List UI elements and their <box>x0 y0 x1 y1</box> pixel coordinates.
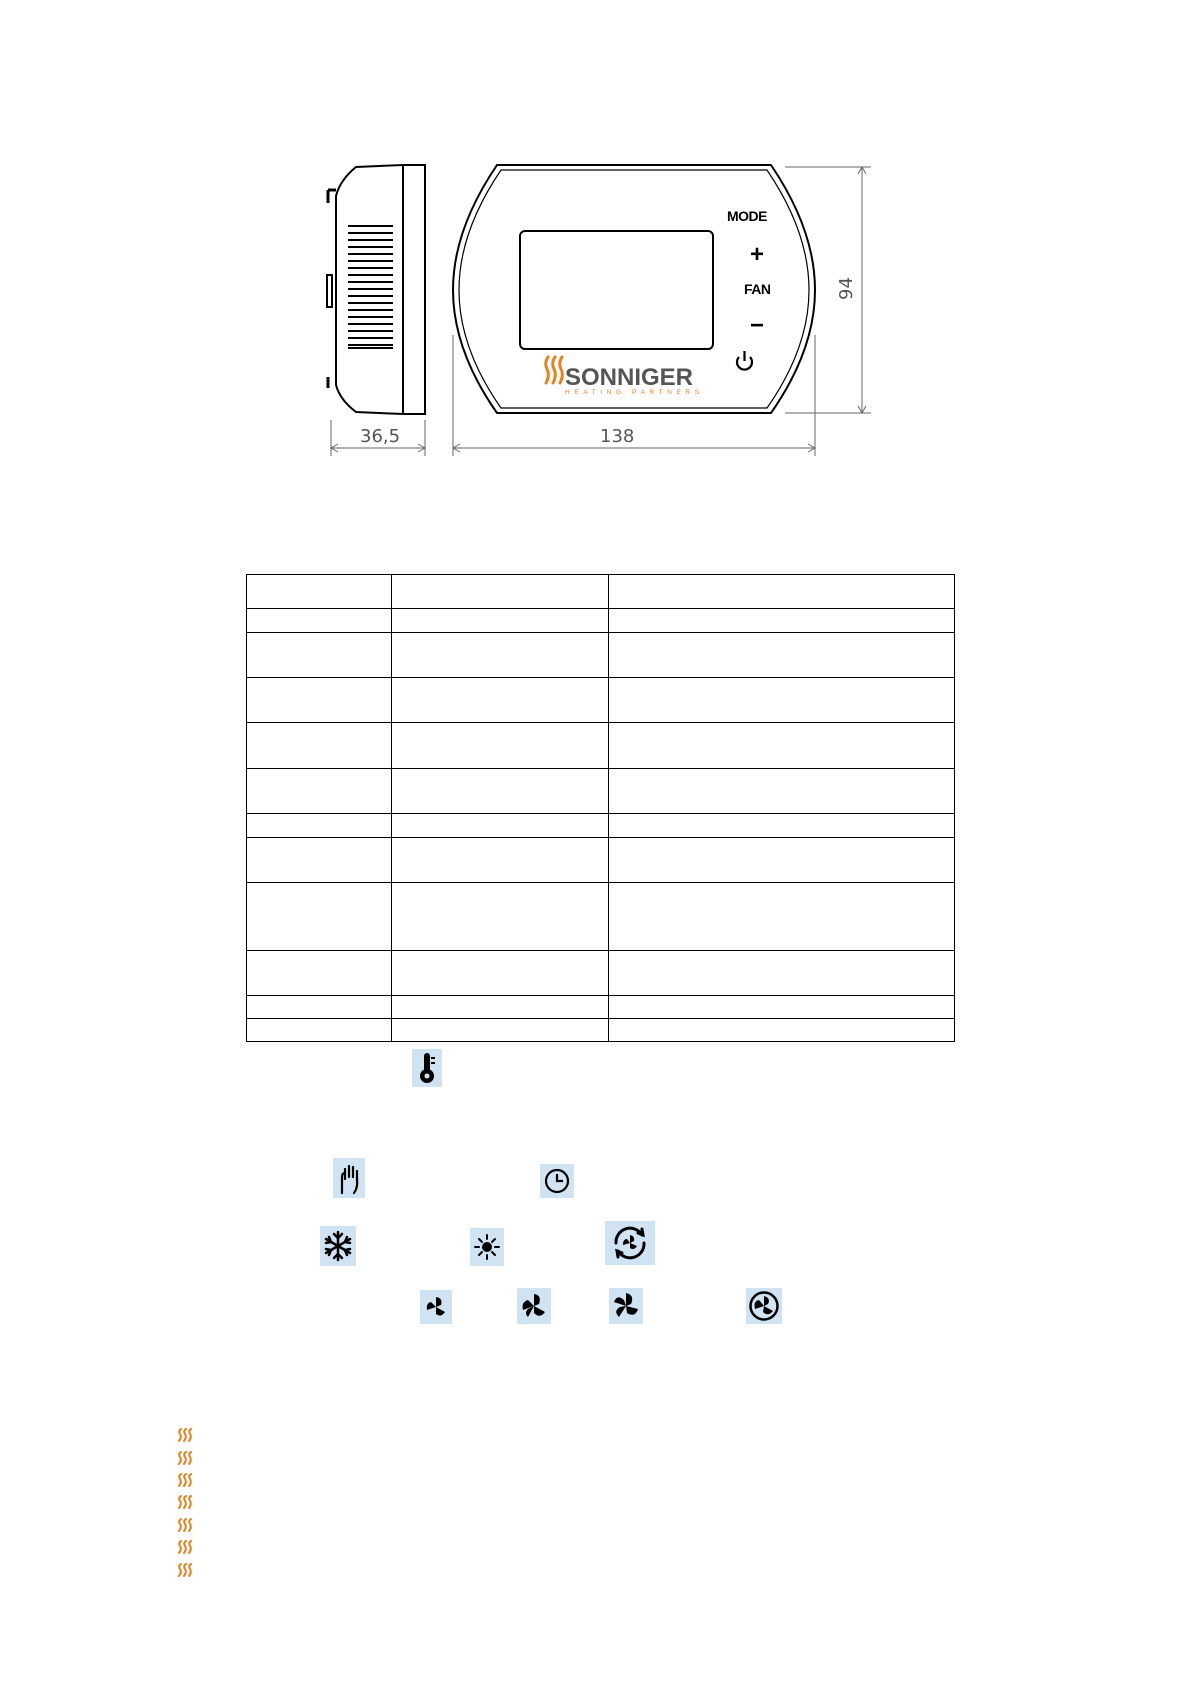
sonniger-waves-icon <box>177 1473 193 1487</box>
sonniger-waves-icon <box>546 357 563 383</box>
minus-button[interactable]: − <box>750 312 765 339</box>
plus-button[interactable]: + <box>750 241 765 268</box>
height-dimension-label: 94 <box>836 277 857 300</box>
bullet-list <box>177 1424 195 1581</box>
thermostat-dimension-drawing <box>0 0 1191 470</box>
table-row <box>247 838 955 883</box>
fan-high-icon <box>609 1288 643 1324</box>
sonniger-waves-icon <box>177 1495 193 1509</box>
fan-low-icon <box>420 1290 452 1324</box>
table-row <box>247 951 955 996</box>
sonniger-waves-icon <box>177 1428 193 1442</box>
list-item <box>177 1469 195 1491</box>
depth-dimension-label: 36,5 <box>360 426 401 447</box>
sonniger-waves-icon <box>177 1451 193 1465</box>
list-item <box>177 1514 195 1536</box>
thermometer-icon <box>412 1049 442 1087</box>
fan-medium-icon <box>517 1288 551 1324</box>
table-row <box>247 633 955 678</box>
sonniger-logo <box>546 357 704 396</box>
brand-name: SONNIGER <box>565 364 694 391</box>
table-row <box>247 769 955 814</box>
auto-cycle-icon <box>605 1221 655 1265</box>
mode-button[interactable]: MODE <box>727 208 767 224</box>
snowflake-icon <box>320 1226 356 1266</box>
sonniger-waves-icon <box>177 1540 193 1554</box>
table-row <box>247 678 955 723</box>
hand-icon <box>333 1158 365 1198</box>
list-item <box>177 1558 195 1580</box>
sonniger-waves-icon <box>177 1563 193 1577</box>
fan-button[interactable]: FAN <box>744 281 771 297</box>
table-row <box>247 883 955 951</box>
clock-icon <box>540 1164 574 1198</box>
power-icon[interactable] <box>737 351 752 370</box>
table-row <box>247 814 955 838</box>
list-item <box>177 1536 195 1558</box>
list-item <box>177 1446 195 1468</box>
width-dimension-label: 138 <box>600 426 635 447</box>
table-row <box>247 609 955 633</box>
spec-table <box>246 574 955 1042</box>
list-item <box>177 1424 195 1446</box>
fan-auto-icon <box>746 1288 782 1324</box>
side-vent-slots <box>348 226 393 348</box>
table-row <box>247 1019 955 1042</box>
table-row <box>247 996 955 1019</box>
table-row <box>247 575 955 609</box>
list-item <box>177 1491 195 1513</box>
sun-icon <box>470 1228 504 1266</box>
lcd-screen <box>520 231 713 349</box>
table-row <box>247 723 955 769</box>
brand-tagline: HEATING PARTNERS <box>565 389 704 396</box>
sonniger-waves-icon <box>177 1518 193 1532</box>
